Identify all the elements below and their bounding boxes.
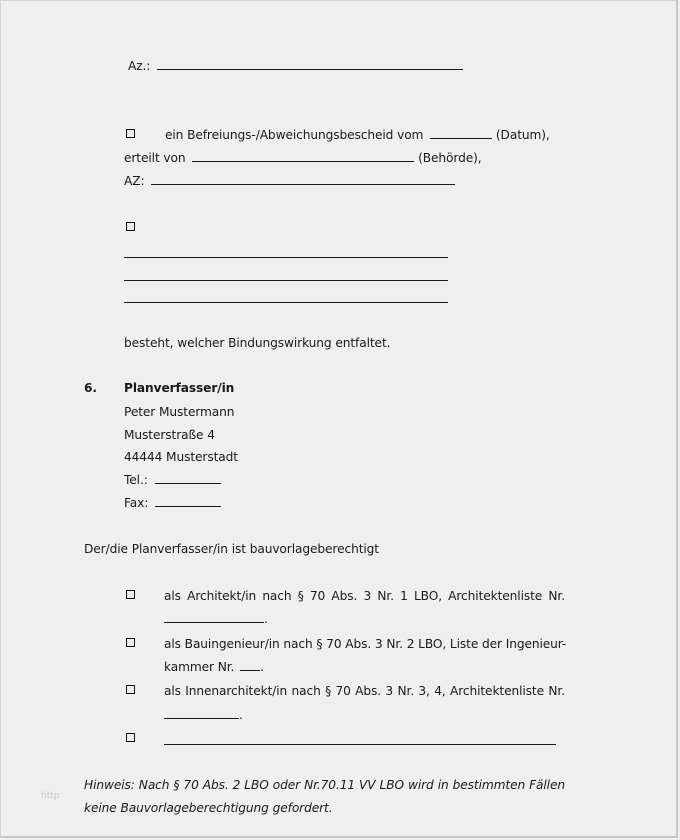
word: als — [164, 589, 181, 603]
word: als — [164, 684, 181, 698]
word: Architektenliste — [448, 589, 543, 603]
word: 70 — [183, 778, 199, 792]
word: Innenarchitekt/in — [185, 684, 288, 698]
note-line1 — [84, 777, 565, 793]
engineer-option-line1: als Bauingenieur/in nach § 70 Abs. 3 Nr. 2 LBO, Liste der Ingenieur- — [164, 637, 567, 651]
section-number: 6. — [84, 381, 97, 395]
word: 2 — [232, 778, 241, 792]
engineer-line2-prefix: kammer Nr. — [164, 660, 235, 674]
word: 70 — [335, 684, 351, 698]
word: § — [297, 589, 304, 603]
exemption-az-row — [124, 173, 455, 189]
watermark-text: http — [41, 791, 60, 801]
section-title: Planverfasser/in — [124, 381, 235, 395]
engineer-suffix: . — [260, 660, 264, 674]
interior-architect-list-number-field[interactable] — [164, 707, 239, 719]
date-field[interactable] — [430, 127, 492, 139]
word: oder — [272, 778, 301, 792]
authorization-heading: Der/die Planverfasser/in ist bauvorlageberechtigt — [84, 542, 379, 556]
word: 1 — [400, 589, 408, 603]
word: VV — [359, 778, 376, 792]
fax-row — [124, 495, 221, 511]
word: wird — [407, 778, 434, 792]
planner-name: Peter Mustermann — [124, 405, 235, 419]
issued-by-label: erteilt von — [124, 151, 186, 165]
exemption-checkbox[interactable] — [126, 129, 135, 138]
interior-architect-checkbox[interactable] — [126, 685, 135, 694]
az-label: Az.: — [128, 59, 151, 73]
fax-label: Fax: — [124, 496, 149, 510]
authority-field[interactable] — [192, 150, 414, 162]
tel-label: Tel.: — [124, 473, 148, 487]
issued-by-row — [124, 150, 482, 166]
word: Fällen — [529, 778, 565, 792]
exemption-az-label: AZ: — [124, 174, 145, 188]
engineer-chamber-number-field[interactable] — [240, 659, 260, 671]
date-suffix: (Datum), — [495, 128, 550, 142]
tel-row — [124, 472, 221, 488]
word: Abs. — [355, 684, 382, 698]
word: Nr. — [397, 684, 415, 698]
word: bestimmten — [452, 778, 526, 792]
engineer-option-line2 — [164, 659, 264, 675]
interior-architect-option-line1 — [164, 683, 565, 699]
word: Nr. — [377, 589, 394, 603]
architect-checkbox[interactable] — [126, 590, 135, 599]
word: Nr. — [548, 589, 565, 603]
other-decision-line-1[interactable] — [124, 257, 448, 258]
architect-list-number-field[interactable] — [164, 611, 264, 623]
word: Abs. — [331, 589, 358, 603]
word: 3 — [363, 589, 372, 603]
architect-suffix: . — [264, 612, 268, 626]
architect-option-line1 — [164, 588, 565, 604]
engineer-checkbox[interactable] — [126, 638, 135, 647]
word: Nr.70.11 — [304, 778, 356, 792]
word: nach — [262, 589, 292, 603]
tel-field[interactable] — [155, 472, 221, 484]
word: LBO — [379, 778, 404, 792]
fax-field[interactable] — [155, 495, 221, 507]
interior-architect-suffix: . — [239, 708, 243, 722]
other-decision-line-3[interactable] — [124, 302, 448, 303]
other-authorization-field[interactable] — [164, 744, 556, 745]
az-field[interactable] — [157, 58, 463, 70]
word: nach — [291, 684, 321, 698]
word: 4, — [434, 684, 446, 698]
word: LBO — [244, 778, 269, 792]
exemption-row — [165, 127, 550, 143]
other-authorization-checkbox[interactable] — [126, 733, 135, 742]
other-decision-line-2[interactable] — [124, 280, 448, 281]
word: Architektenliste — [449, 684, 545, 698]
word: in — [437, 778, 449, 792]
word: Abs. — [202, 778, 229, 792]
architect-option-line2 — [164, 611, 268, 627]
exemption-text: ein Befreiungs-/Abweichungsbescheid vom — [165, 128, 424, 142]
word: Nr. — [548, 684, 565, 698]
planner-city: 44444 Musterstadt — [124, 450, 238, 464]
note-line2: keine Bauvorlageberechtigung gefordert. — [84, 801, 333, 815]
word: Hinweis: — [84, 778, 135, 792]
word: 3, — [418, 684, 430, 698]
interior-architect-option-line2 — [164, 707, 243, 723]
exemption-az-field[interactable] — [151, 173, 455, 185]
az-row — [128, 58, 463, 74]
word: Architekt/in — [187, 589, 257, 603]
planner-street: Musterstraße 4 — [124, 428, 215, 442]
other-decision-checkbox[interactable] — [126, 222, 135, 231]
word: § — [325, 684, 332, 698]
authority-suffix: (Behörde), — [418, 151, 482, 165]
binding-effect-text: besteht, welcher Bindungswirkung entfaltet. — [124, 336, 391, 350]
word: 70 — [309, 589, 326, 603]
word: Nach — [138, 778, 170, 792]
word: 3 — [385, 684, 394, 698]
word: § — [173, 778, 180, 792]
word: LBO, — [413, 589, 442, 603]
